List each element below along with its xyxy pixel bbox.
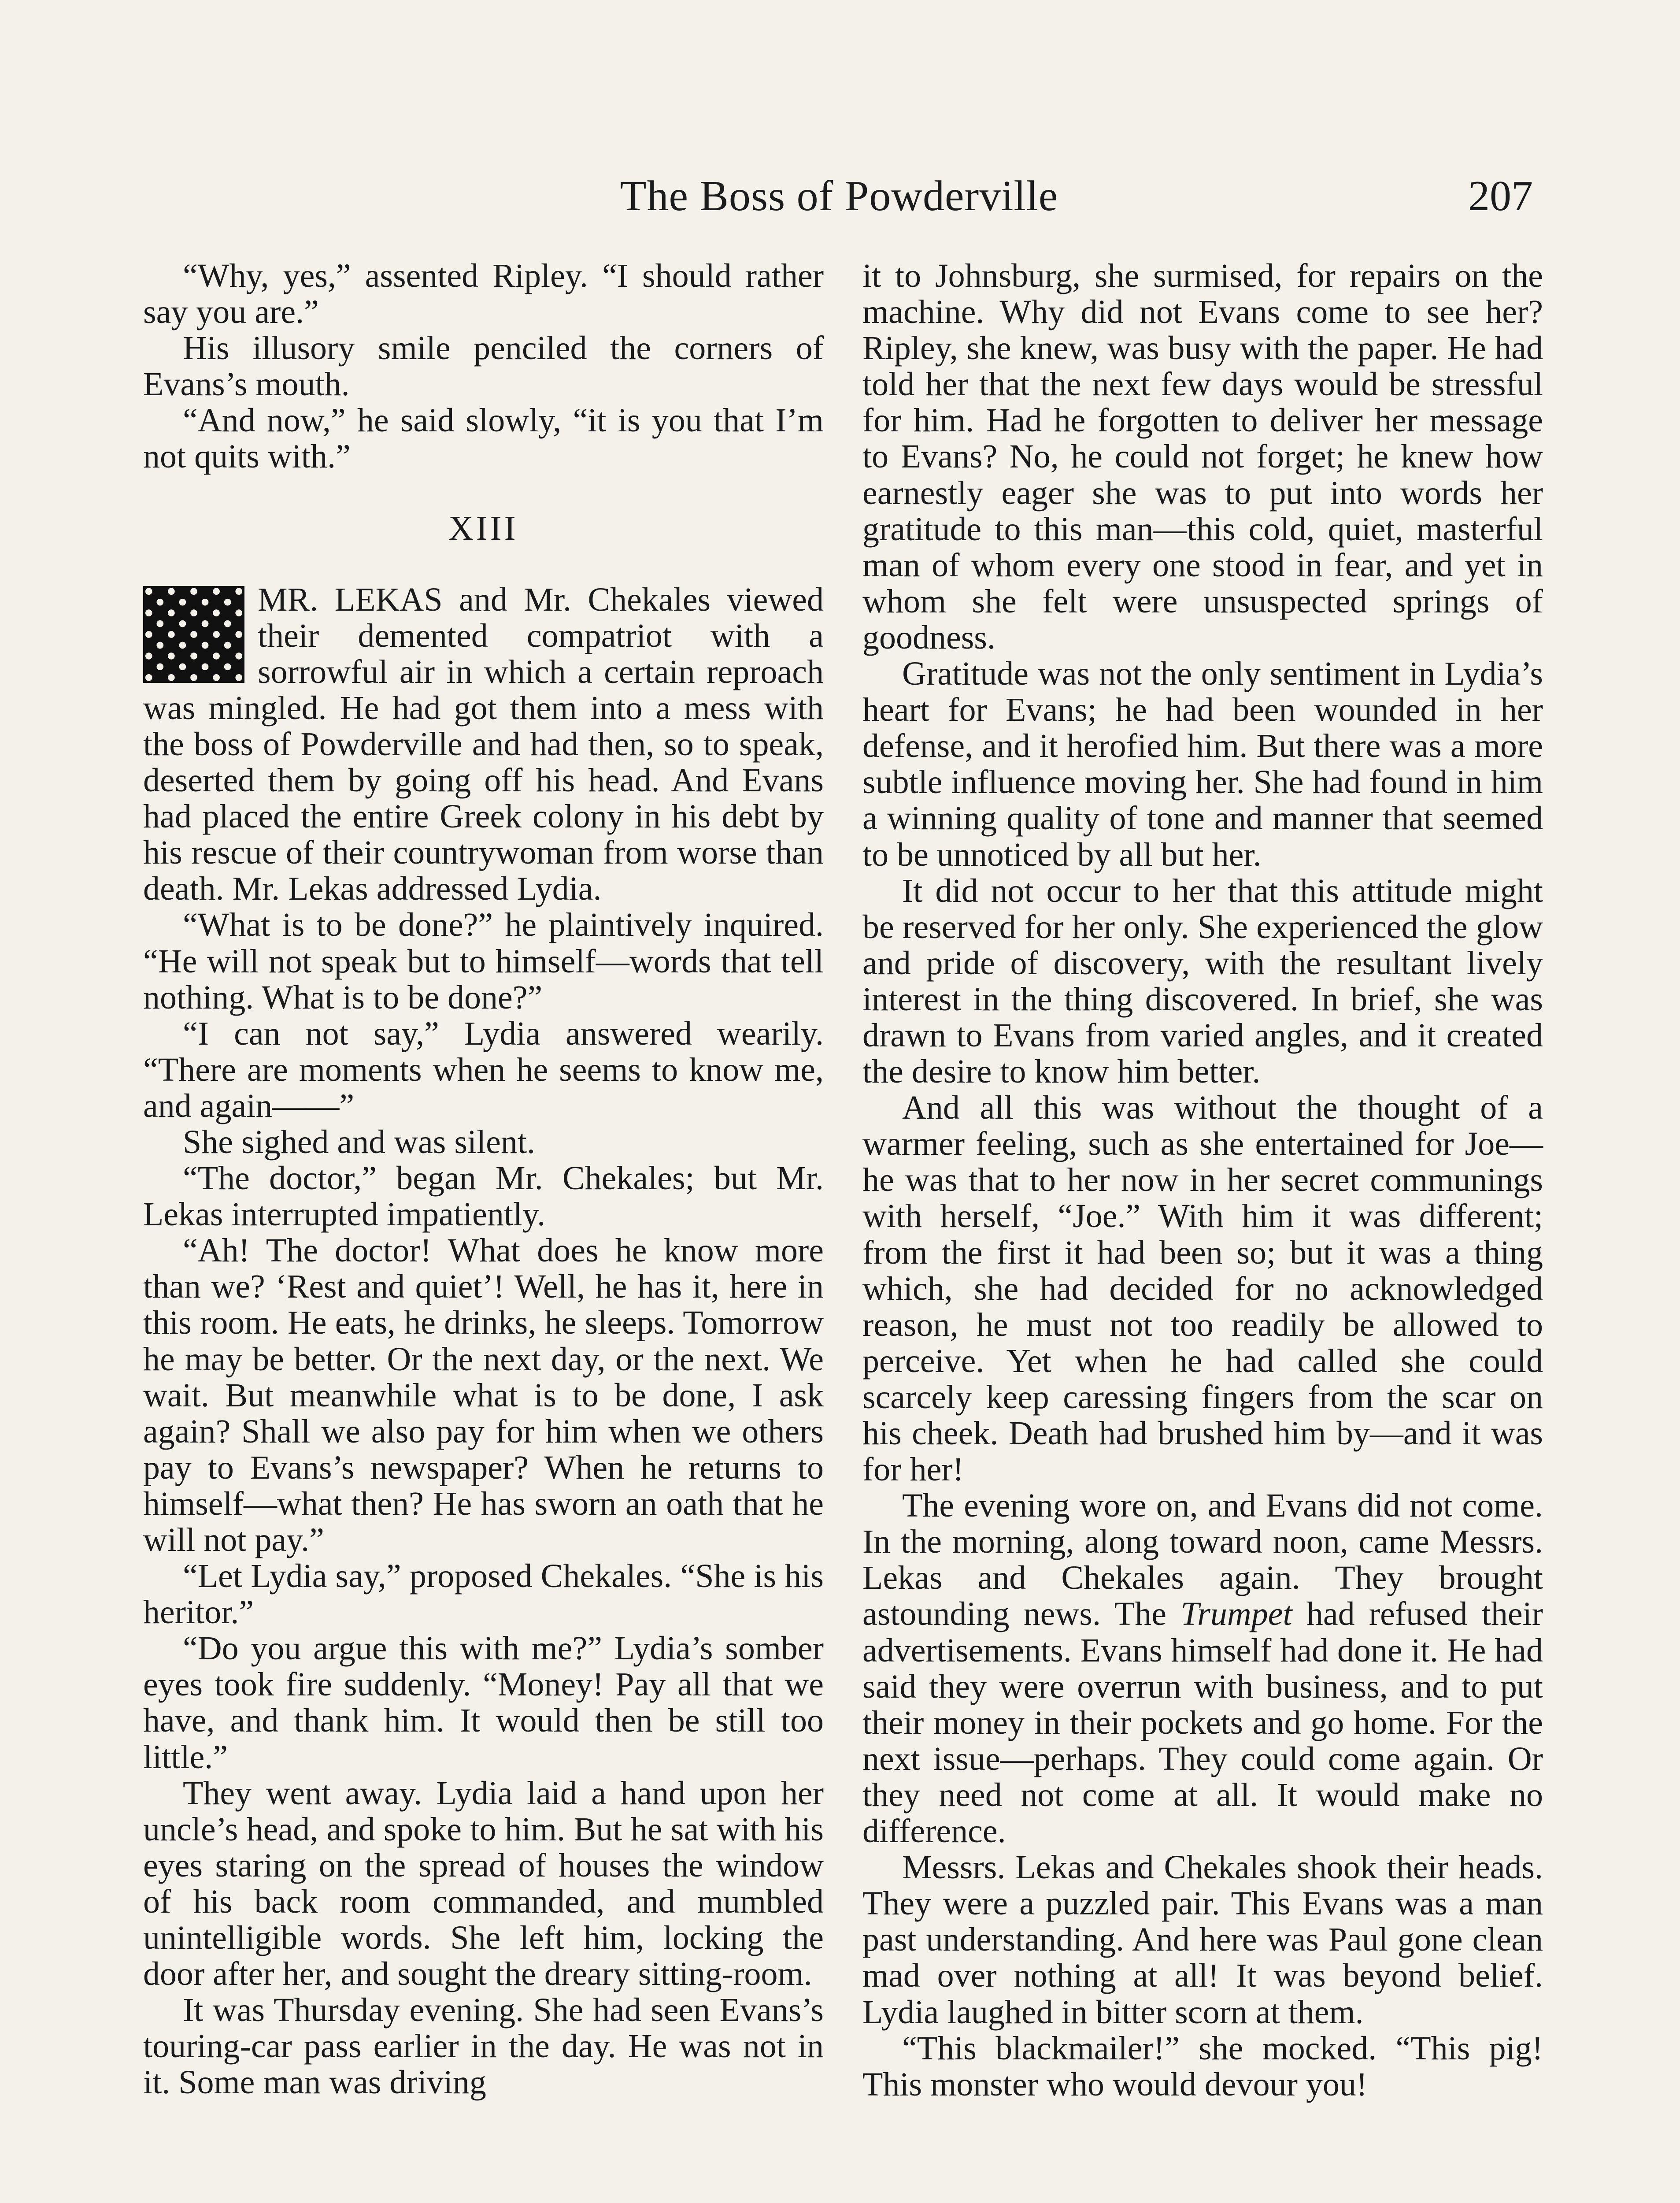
paragraph-text: MR. LEKAS and Mr. Chekales viewed their demented compatriot with a sorrowful air in which a certain reproach was mingled. He had got them into a mess with the boss of Powderville and had then, so to speak, deserted them by going off his head. And Evans had placed the entire Greek colony in his debt by his rescue of their countrywoman from worse than death. Mr. Lekas addressed Lydia. [143, 581, 824, 908]
paragraph: They went away. Lydia laid a hand upon her uncle’s head, and spoke to him. But he sat with his eyes staring on the spread of houses the window of his back room commanded, and mumbled unintelligible words. She left him, locking the door after her, and sought the dreary sitting-room. [143, 1774, 824, 1993]
paragraph: “Let Lydia say,” proposed Chekales. “She is his heritor.” [143, 1558, 824, 1631]
checkered-ornament-icon [143, 586, 244, 683]
paragraph: it to Johnsburg, she surmised, for repairs on the machine. Why did not Evans come to see her? Ripley, she knew, was busy with the paper. He had told her that the next few days would be stressful for him. Had he forgotten to deliver her message to Evans? No, he could not forget; he knew how earnestly eager she was to put into words her gratitude to this man—this cold, quiet, masterful man of whom every one stood in fear, and yet in whom she felt were unsuspected springs of goodness. [862, 257, 1543, 656]
paragraph: She sighed and was silent. [183, 1123, 536, 1161]
drop-cap-ornament [143, 586, 244, 683]
paragraph: And all this was without the thought of a warmer feeling, such as she entertained for Joe—he was that to her now in her secret communings with herself, “Joe.” With him it was different; from the first it had been so; but it was a thing which, she had decided for no acknowledged reason, he must not too readily be allowed to perceive. Yet when he had called she could scarcely keep caressing fingers from the scar on his cheek. Death had brushed him by—and it was for her! [862, 1089, 1543, 1488]
running-head [145, 167, 1533, 225]
chapter-heading: XIII [448, 508, 518, 547]
running-title: The Boss of Powderville [620, 172, 1058, 220]
chapter-opening-paragraph [143, 582, 824, 907]
left-column [143, 258, 824, 2101]
paragraph: “Do you argue this with me?” Lydia’s somber eyes took fire suddenly. “Money! Pay all that we have, and thank him. It would then be still too little.” [143, 1630, 824, 1776]
paragraph: “The doctor,” began Mr. Chekales; but Mr. Lekas interrupted impatiently. [143, 1160, 824, 1233]
paragraph: “This blackmailer!” she mocked. “This pig! This monster who would devour you! [862, 2029, 1543, 2103]
paragraph: “Ah! The doctor! What does he know more than we? ‘Rest and quiet’! Well, he has it, here in this room. He eats, he drinks, he sleeps. Tomorrow he may be better. Or the next day, or the next. We wait. But meanwhile what is to be done, I ask again? Shall we also pay for him when we others pay to Evans’s newspaper? When he returns to himself—what then? He has sworn an oath that he will not pay.” [143, 1232, 824, 1558]
paragraph-text: had refused their advertisements. Evans himself had done it. He had said they were overrun with business, and to put their money in their pockets and go home. For the next issue—perhaps. They could come again. Or they need not come at all. It would make no difference. [862, 1595, 1543, 1850]
paragraph [862, 1487, 1543, 1849]
paragraph-text: The evening wore on, and Evans did not come. In the morning, along toward noon, came Messrs. Lekas and Chekales again. They brought astounding news. The [862, 1487, 1543, 1633]
paragraph: “What is to be done?” he plaintively inquired. “He will not speak but to himself—words that tell nothing. What is to be done?” [143, 906, 824, 1016]
paragraph: “I can not say,” Lydia answered wearily. “There are moments when he seems to know me, and again——” [143, 1015, 824, 1124]
paragraph: “And now,” he said slowly, “it is you that I’m not quits with.” [143, 402, 824, 475]
paragraph: Gratitude was not the only sentiment in Lydia’s heart for Evans; he had been wounded in her defense, and it herofied him. But there was a more subtle influence moving her. She had found in him a winning quality of tone and manner that seemed to be unnoticed by all but her. [862, 655, 1543, 873]
paragraph: It did not occur to her that this attitude might be reserved for her only. She experienced the glow and pride of discovery, with the resultant lively interest in the thing discovered. In brief, she was drawn to Evans from varied angles, and it created the desire to know him better. [862, 872, 1543, 1090]
page-number: 207 [1468, 172, 1533, 220]
paragraph: It was Thursday evening. She had seen Evans’s touring-car pass earlier in the day. He was not in it. Some man was driving [143, 1992, 824, 2101]
newspaper-name: Trumpet [1180, 1595, 1292, 1633]
paragraph: “Why, yes,” assented Ripley. “I should rather say you are.” [143, 257, 824, 331]
right-column [862, 258, 1543, 2103]
paragraph: His illusory smile penciled the corners of Evans’s mouth. [143, 330, 824, 403]
paragraph: Messrs. Lekas and Chekales shook their heads. They were a puzzled pair. This Evans was a man past understanding. And here was Paul gone clean mad over nothing at all! It was beyond belief. Lydia laughed in bitter scorn at them. [862, 1849, 1543, 2031]
